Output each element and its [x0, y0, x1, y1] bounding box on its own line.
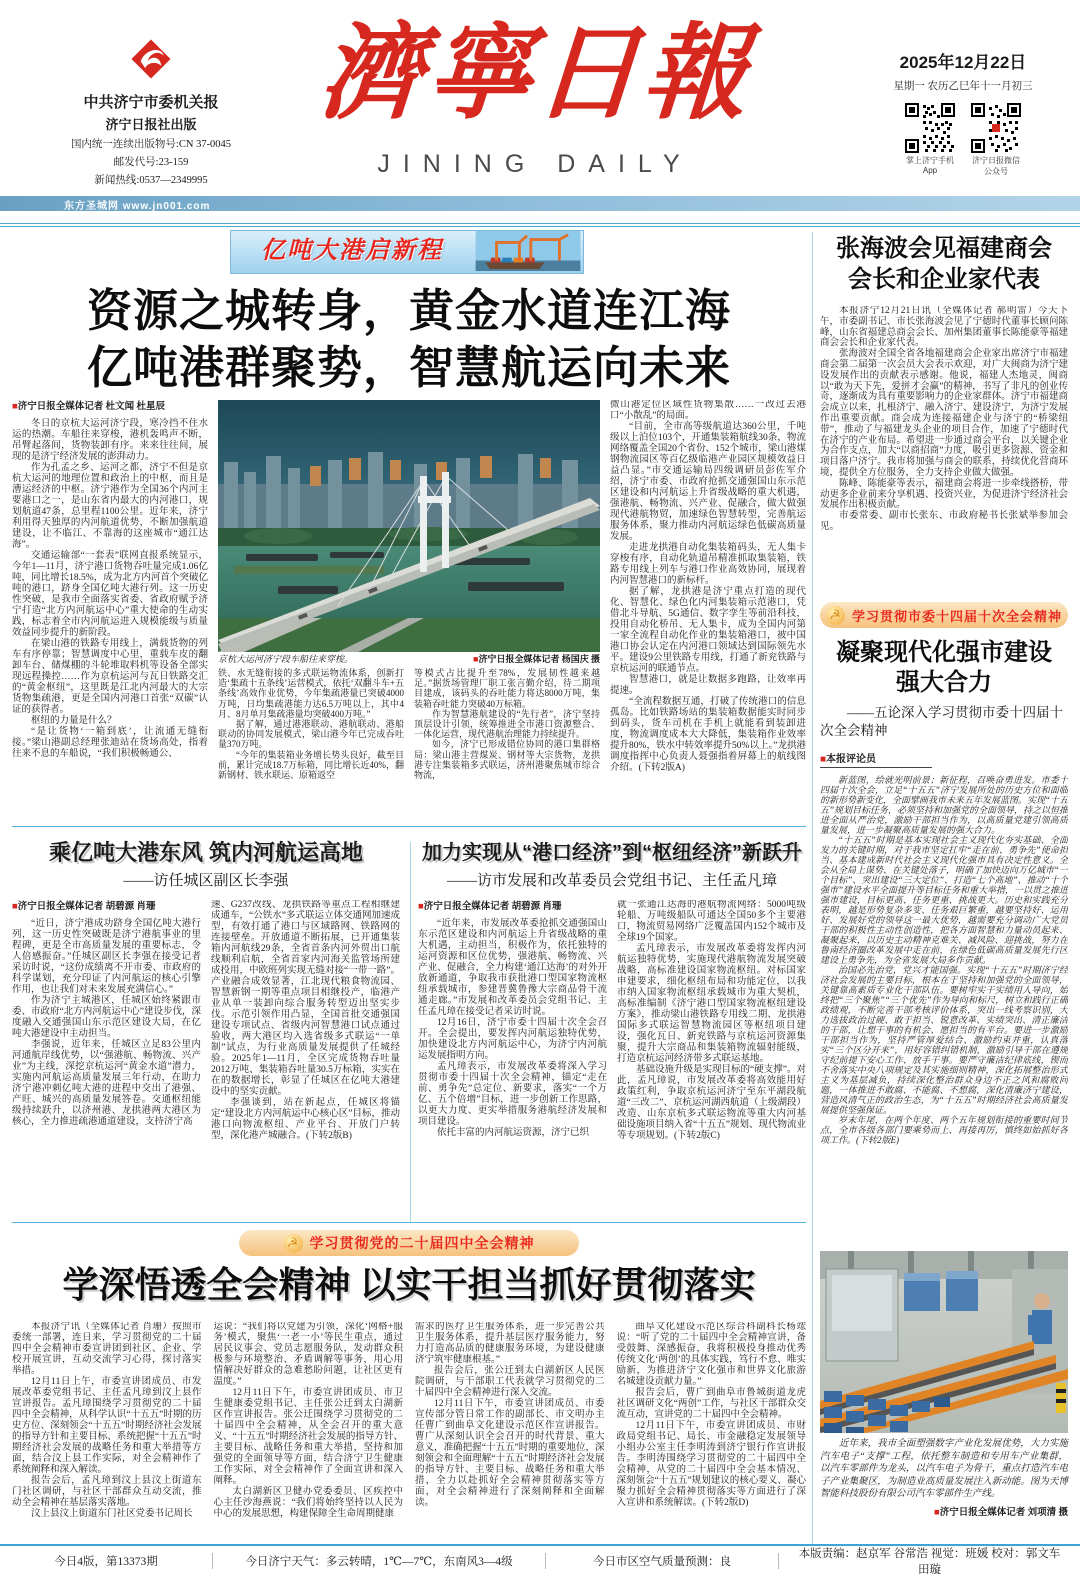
wechat-qr-block: [971, 103, 1021, 177]
paragraph: 12月11日上午，市委宣讲团成员、市发展改革委党组书记、主任孟凡璋到汶上县作宣讲报告。孟凡璋围绕学习贯彻党的二十届四中全会精神，从科学认识“十五五”时期的历史方位、深刻领会“十五五”时期经济社会发展的指导方针和主要目标、系统把握“十五五”时期经济社会发展的战略任务和重大举措等方面，结合汶上县工作实际，对全会精神作了系统阐释和深入解读。: [12, 1377, 202, 1475]
main-area: [12, 228, 806, 1544]
paragraph: 市委常委、副市长张东、市政府秘书长张斌举参加会见。: [820, 511, 1068, 532]
section-rule: [12, 826, 806, 827]
plenum-banner-fourth-text: 学习贯彻党的二十届四中全会精神: [309, 1235, 535, 1251]
paragraph: “近日，济宁港成功跻身全国亿吨大港行列，这一历史性突破既是济宁港航事业的里程碑，更是全市高质量发展的重要标志，令人倍感振奋。”任城区副区长李强在接受记者采访时说，“这份成绩离不开市委、市政府的科学谋划，充分印证了内河航运的核心引擎作用，也让我们对未来发展充满信心。”: [12, 919, 201, 995]
paragraph: 速、G237改线、龙拱铁路等重点工程相继建成通车，“公铁水”多式联运立体交通网加速成型，有效打通了港口与区域路网、铁路网的连接壁垒。开放通道不断拓展，已开通集装箱内河航线29条，全省首条内河外贸出口航线顺利启航，全省首家内河海关监管场所建成投用，中欧班列实现无缝对接“一带一路”。产业融合成效显著，江北现代粮食物流园、智慧新钢一期等重点项目相继投产，临港产业从单一装卸向综合服务转型迈出坚实步伐。示范引领作用凸显，全国首批交通强国建设专项试点、省级内河智慧港口试点通过验收，两大港区均入选省级多式联运“一单制”试点，为行业高质量发展提供了任城经验。2025年1—11月，全区完成货物吞吐量2012万吨、集装箱吞吐量30.5万标箱，实实在在的数据增长，彰显了任城区在亿吨大港建设中的坚实贡献。: [211, 900, 400, 1097]
lead-headline-line1: 资源之城转身，黄金水道连江海: [86, 285, 731, 336]
lead-photo-credit: ■济宁日报全媒体记者 杨国庆 摄: [473, 654, 600, 664]
paragraph: 需求的医疗卫生服务体系，进一步完善公共卫生服务体系，提升基层医疗服务能力，努力打造高品质的健康服务环境，为建设健康济宁筑牢健康根基。”: [415, 1322, 605, 1365]
lead-column-4: [610, 400, 806, 816]
party-emblem-icon: ☭: [826, 606, 845, 625]
paragraph: 新蓝图，绘就光明前景；新征程，召唤奋勇进发。市委十四届十次全会，立足“十五五”济宁发展所处的历史方位和面临的新形势新变化，全面擘画我市未来五年发展蓝图。实现“十五五”规划目标任务，必须坚持和加强党的全面领导，持之以恒推进全面从严治党，激励干部担当作为，以高质量党建引领高质量发展，进一步凝聚高质量发展的强大合力。: [820, 775, 1068, 835]
org-line1: 中共济宁市委机关报: [83, 95, 219, 111]
interview-article-licheng: [12, 838, 400, 1200]
article-column: [12, 419, 208, 760]
wechat-qr-caption: 济宁日报微信公众号: [972, 156, 1020, 176]
lead-headline-line2: 亿吨港群聚势，智慧航运向未来: [86, 342, 731, 393]
publisher-block: [36, 36, 266, 187]
tour-column-1: [12, 1322, 202, 1546]
paragraph: 本报济宁12月21日讯（全媒体记者 郝明雷）今天下午，市委副书记、市长张海波会见了宁德时代董事长顾问陈峰，山东省福建总商会会长、加州集团董事长陈能豪等福建商会会长和企业家代表。: [820, 306, 1068, 349]
interview1-title: 乘亿吨大港东风 筑内河航运高地: [48, 840, 364, 865]
paragraph: 据了解，龙拱港是济宁重点打造的现代化、智慧化、绿色化内河集装箱示范港口，凭借北斗导航、5G通信、数字孪生等前沿科技，投用自动化桥吊、无人集卡，成为全国内河第一家全流程自动化作业的集装箱港口，被中国港口协会认定在内河港口领域达到国际领先水平。建设9公里铁路专用线，打通了新兖铁路与京杭运河的联通节点。: [610, 587, 806, 674]
factory-photo-credit: ■济宁日报全媒体记者 刘项清 摄: [933, 1507, 1068, 1518]
paragraph: “近年来，市发展改革委抢抓交通强国山东示范区建设和内河航运上升省级战略的重大机遇，主动担当，积极作为，依托独特的运河资源和区位优势，强港航、畅物流、兴产业、促融合，全力构建‘通江达海’的对外开放新通道，争取我市获批港口型国家物流枢纽承载城市，参建晋冀鲁豫大宗商品骨干流通走廊。”市发展和改革委员会党组书记、主任孟凡璋在接受记者采访时说。: [418, 919, 607, 1017]
tour-article-title: 学深悟透全会精神 以实干担当抓好贯彻落实: [62, 1265, 756, 1305]
publication-date: 2025年12月22日: [899, 53, 1027, 72]
tour-column-2: [214, 1322, 404, 1546]
newspaper-title-calligraphy: 濟寧日報: [314, 11, 756, 134]
page-footer: [0, 1548, 1080, 1574]
canal-bridge-photo: [218, 400, 600, 652]
paragraph: 李强谈到，站在新起点，任城区将锚定“建设北方内河航运中心核心区”目标，推动港口向物流枢纽、产业平台、开放门户转型，深化港产城融合。(下转2版B): [211, 1098, 400, 1141]
paragraph: 曲阜文化建设示范区综合科副科长杨竤说：“听了党的二十届四中全会精神宣讲，备受鼓舞、深感振奋，我将积极投身推动优秀传统文化‘两创’的具体实践，笃行不怠、唯实励新，为推进济宁文化强市和世界文化旅游名城建设贡献力量。”: [616, 1322, 806, 1387]
paragraph: 在梁山港的铁路专用线上，满载货物的列车有序停靠；智慧调度中心里，重载车皮的翻卸车台、储煤棚的斗轮堆取料机等设备全部实现远程操控……作为京杭运河与瓦日铁路交汇的“黄金枢纽”，这里既是江北内河最大的大宗货物集疏港，更是全国内河港口首张“双碳”认证的获得者。: [12, 639, 208, 715]
paragraph: 交通运输部“一套表”联网直报系统显示，今年1—11月，济宁港口货物吞吐量完成1.06亿吨，同比增长18.5%，成为北方内河首个突破亿吨的港口，跻身全国亿吨大港行列。这一历史性突破，是我市全面落实省委、省政府赋予济宁打造“北方内河航运中心”重大使命的生动实践，标志着全市内河航运进入规模能级与质量效益同步提升的新阶段。: [12, 551, 208, 638]
tour-article-columns: [12, 1322, 806, 1546]
paragraph: 汶上县汶上街道东门社区党委书记周长: [31, 1509, 193, 1519]
header-rule-top: [0, 223, 1080, 224]
series-banner-title: 亿吨大港启新程: [261, 238, 443, 264]
paragraph: 12月11日下午，市委宣讲团成员、市财政局党组书记、局长、市金融稳定发展领导小组办公室主任李明涛到济宁银行作宣讲报告。李明涛围绕学习贯彻党的二十届四中全会精神，从党的二十届四中全会基本情况、深刻领会“十五五”规划建议的核心要义、凝心聚力抓好全会精神贯彻落实等方面进行了深入宣讲和系统解读。(下转2版D): [616, 1421, 806, 1508]
paragraph: “十五五”时期是基本实现社会主义现代化夯实基础、全面发力的关键时期，对于我市坚定扛牢“走在前、勇争先”使命担当、基本建成新时代社会主义现代化强市具有决定性意义。全会从全局上谋势、在关键处落子，明确了加快迈向万亿城市“一个目标”、突出建设“三大定位”、打造“七个高地”、推动“十个强市”建设水平全面提升等目标任务和重大举措，一以贯之推进强市建设，目标更高、任务更重、挑战更大。历史和实践充分表明，越是形势复杂多变、任务艰巨繁重，越要坚持好、运用好、发展好党的领导这一最大优势，越需要充分调动广大党员干部的积极性主动性创造性，把各方面智慧和力量动员起来、凝聚起来，以历史主动精神克难关、减风险、迎挑战，努力在鲁南经济圈改革发展中走在前，在绿色低碳高质量发展先行区建设上勇争先，为全省发展大局多作贡献。: [820, 835, 1068, 965]
paragraph: 微山港定位区域性货物集散……一改过去港口“小散乱”的局面。: [610, 400, 806, 421]
factory-production-line-photo: [820, 1251, 1068, 1433]
meeting-article-title: 张海波会见福建商会 会长和企业家代表: [836, 236, 1052, 293]
paragraph: 本报济宁讯（全媒体记者 肖珊）按照市委统一部署，连日来，学习贯彻党的二十届四中全会精神市委宣讲团到社区、企业、学校开展宣讲，互动交流学习心得，探讨落实举措。: [12, 1322, 202, 1376]
paragraph: 孟凡璋表示，市发展改革委将发挥内河航运独特优势，实施现代港航物流发展突破战略，高标准建设国家物流枢纽。对标国家申建要求，细化枢纽布局和功能定位，以我市纳入国家物流枢纽承载城市为重大契机，高标准编制《济宁港口型国家物流枢纽建设方案》，推动梁山港铁路专用线二期、龙拱港国际多式联运智慧物流园区等枢纽项目建设，强化瓦日、新兖铁路与京杭运河资源集聚，提升大宗商品和集装箱物流辐射能级，打造京杭运河经济带多式联运基地。: [617, 944, 806, 1064]
paragraph: 作为孔孟之乡、运河之都，济宁不但是京杭大运河的地理位置和政治上的中枢，而且是漕运经济的中枢。济宁港作为全国36个内河主要港口之一，是山东省内最大的内河港口，规划航道47条，总里程1100公里。近年来，济宁利用得天独厚的内河航道优势，不断加强航道建设，让不临江、不靠海的这座城市“通江达海”。: [12, 463, 208, 550]
lead-column-2: [218, 668, 404, 809]
paragraph: 作为智慧港航建设的“先行者”，济宁坚持顶层设计引领，统筹推进全市港口资源整合、一体化运营，现代港航治理能力持续提升。: [414, 708, 600, 740]
website-bar: [0, 196, 1080, 211]
paragraph: 据了解，通过港港联动、港航联动、港船联动的协同发展模式，梁山港今年已完成吞吐量370万吨。: [218, 719, 404, 750]
paragraph: 治国必先治党，党兴才能国强。实现“十五五”时期济宁经济社会发展的主要目标，根本在于坚持和加强党的全面领导，关键靠高素质专业化干部队伍。要树牢实干实绩用人导向，始终把“三个聚焦”“三个优先”作为导向和标尺，树立和践行正确政绩观，不断完善干部考核评价体系，突出一线考察识别，大力选拔政治过硬、敢于担当、锐意改革、实绩突出、清正廉洁的干部，让想干事的有机会、愿担当的有平台。要进一步激励干部担当作为，坚持严管厚爱结合、激励约束并重，认真落实“三个区分开来”，用好容错纠错机制，激励引导干部在遵规守纪前提下安心工作、放手干事。要严守廉洁纪律底线，锲而不舍落实中央八项规定及其实施细则精神，深化拓展整治形式主义为基层减负，持续深化整治群众身边不正之风和腐败问题，一体推进不敢腐、不能腐、不想腐，深化清廉济宁建设，营造风清气正的政治生态，为“十五五”时期经济社会高质量发展提供坚强保证。: [820, 965, 1068, 1115]
plenum-banner-tenth-text: 学习贯彻市委十四届十次全会精神: [851, 608, 1062, 624]
footer-weather: 今日济宁天气：多云转晴，1℃—7℃，东南风3—4级: [212, 1553, 545, 1569]
paragraph: “目前，全市高等级航道达360公里，千吨级以上泊位103个，开通集装箱航线30条，物流网络覆盖全国20个省份、152个城市，梁山港煤钢物流园区等百亿级临港产业园区规模效益日益凸显。”市交通运输局四级调研员彭佐军介绍，济宁市委、市政府抢抓交通强国山东示范区建设和内河航运上升省级战略的重大机遇，强港航、畅物流、兴产业、促融合，做大做强现代港航物贸，加速绿色智慧转型，完善航运服务体系，聚力推动内河航运绿色低碳高质量发展。: [610, 422, 806, 542]
newspaper-title-english: JINING DAILY: [377, 150, 693, 178]
paragraph: 12月11日下午，市委宣讲团成员、市委宣传部分管日常工作的副部长、市文明办主任曹广到曲阜文化建设示范区作宣讲报告。曹广从深刻认识全会召开的时代背景、重大意义，准确把握“十五五”时期的重要地位，深刻领会和全面理解“十五五”时期经济社会发展的指导方针、主要目标、战略任务和重大举措，全力以赴抓好全会精神贯彻落实等方面，对全会精神进行了深刻阐释和全面解读。: [415, 1399, 605, 1508]
interview-article-mengfanzhang: [418, 838, 806, 1200]
masthead-logo-icon: [128, 36, 174, 82]
series-banner: [230, 230, 584, 274]
interview2-byline: ■济宁日报全媒体记者 胡碧源 肖珊: [418, 902, 562, 912]
paragraph: “全流程数据互通，打破了传统港口的信息孤岛。比如铁路场站的集装箱数据能实时同步到码头，货车司机在手机上就能看到装卸进度，物流调度成本大大降低，集装箱作业效率提升80%，铁水中转效率提升50%以上。”龙拱港调度指挥中心负责人聂强指着屏幕上的航线图介绍。(下转2版A): [610, 697, 806, 773]
qr-code-icon: [971, 103, 1021, 153]
paragraph: 报告会后，曹广到曲阜市鲁城街道龙虎社区调研文化“两创”工作，与社区干部群众交流互动，宣讲党的二十届四中全会精神。: [616, 1388, 806, 1420]
meeting-article-body: [820, 306, 1068, 598]
app-qr-block: [905, 103, 955, 177]
paragraph: 走进龙拱港自动化集装箱码头，无人集卡穿梭有序，自动化轨道吊精准抓取集装箱，铁路专用线上列车与港口作业高效协同，展现着内河智慧港口的新标杆。: [610, 543, 806, 586]
paragraph: 依托丰富的内河航运资源，济宁已织: [437, 1128, 590, 1138]
paragraph: 岁末年尾，在两个年度、两个五年规划衔接的重要时间节点，全市各级各部门要乘势而上、再接再厉，慎终如始抓好各项工作。(下转2版E): [820, 1115, 1068, 1145]
paragraph: 就一张通江达海的港航物流网络：5000吨级轮船、万吨级船队可通达全国50多个主要港口，物流贸易网络广泛覆盖国内152个城市及全球19个国家。: [617, 900, 806, 943]
factory-photo-caption: 近年来，我市全面塑强数字产业化发展优势，大力实施汽车电子“支撑”工程，依托整车制造和专用车产业集群，以汽车零部件为龙头，以汽车电子为骨干，重点打造汽车电子产业集聚区，为制造业高质量发展注入新动能。图为天博智能科技股份有限公司汽车零部件生产线。: [820, 1439, 1068, 1499]
right-column: [820, 228, 1068, 1544]
interview-divider: [410, 842, 411, 1222]
paragraph: 李强说，近年来，任城区立足83公里内河通航岸线优势，以“强港航、畅物流、兴产业”为主线，深挖京杭运河“黄金水道”潜力，实施内河航运高质量发展三年行动，在助力济宁港冲刺亿吨大港的进程中交出了港强、产旺、城兴的高质量发展答卷。交通枢纽能级持续跃升，以济州港、龙拱港两大港区为核心，全力推进疏港通道建设，支持济宁高: [12, 1040, 201, 1127]
paragraph: 报告会后，张公迁到太白湖新区人民医院调研，与干部职工代表就学习贯彻党的二十届四中全会精神进行深入交流。: [415, 1366, 605, 1398]
lead-column-1: [12, 400, 208, 816]
lead-byline: ■济宁日报全媒体记者 杜文闻 杜星辰: [12, 402, 166, 412]
postal-code: 邮发代号:23-159: [113, 157, 189, 168]
interview2-column-a: [418, 900, 607, 1200]
paragraph: 如今，济宁已形成错位协同的港口集群格局：梁山港主营煤炭、钢材等大宗货物，龙拱港专注集装箱多式联运，济州港聚焦城市综合物流，: [414, 739, 600, 781]
interview2-column-b: [617, 900, 806, 1200]
paragraph: 运说：“我们将以党建为引领，深化‘网格+服务’模式，聚焦‘一老一小’等民生重点，通过居民议事会、党员志愿服务队，发动群众积极参与环境整治、矛盾调解等事务，用心用情解决好群众的急难愁盼问题，让社区更有温度。”: [213, 1322, 403, 1387]
interview1-column-a: [12, 900, 201, 1200]
interview2-title: 加力实现从“港口经济”到“枢纽经济”新跃升: [422, 842, 802, 864]
interview1-column-b: [211, 900, 400, 1200]
column-divider: [812, 232, 813, 1544]
tour-column-4: [617, 1322, 807, 1546]
lead-column-3: [414, 668, 600, 809]
lead-photo-block: [218, 400, 600, 809]
port-scene-icon: [473, 231, 583, 271]
paragraph: 等模式占比提升至78%，发展韧性越来越足。”据货场管理厂职工张言勤介绍，待二期项目建成，该码头的吞吐能力将达8000万吨，集装箱吞吐能力突破40万标箱。: [414, 668, 600, 709]
paragraph: 张海波对全国全省各地福建商会企业家出席济宁市福建商会第二届第一次会员大会表示欢迎，对广大闽商为济宁建设发展作出的贡献表示感谢。他说，福建人杰地灵，闽商以“敢为天下先，爱拼才会赢”的精神，书写了非凡的创业传奇，逐渐成为具有重要影响力的企业家群体。济宁市福建商会成立以来，扎根济宁、融入济宁、建设济宁，为济宁发展作出重要贡献。商会成为连接福建企业与济宁的“桥梁纽带”，推动了与福建龙头企业的项目合作，加速了宁德时代在济宁的产业布局。希望进一步通过商会平台，以关键企业为合作支点，加大“以商招商”力度，吸引更多资源、资金和项目落户济宁。我市将加强与商会的联系，持续优化营商环境，提供全方位服务，全力支持企业做大做强。: [820, 349, 1068, 478]
header-rule-bottom: [0, 226, 1080, 227]
paragraph: 冬日的京杭大运河济宁段，寒冷挡不住水运的热潮。车船往来穿梭，港机轰鸣声不断，吊臂起落间，货物装卸有序。来来往往间，展现的是济宁经济发展的澎湃动力。: [12, 419, 208, 462]
editorial-body: [820, 775, 1068, 1243]
interview2-subtitle: ——访市发展和改革委员会党组书记、主任孟凡璋: [446, 873, 777, 889]
interview1-byline: ■济宁日报全媒体记者 胡碧源 肖珊: [12, 902, 156, 912]
paragraph: 智慧港口，就是让数据多跑路，让效率再提速。: [610, 675, 806, 696]
tour-column-3: [415, 1322, 605, 1546]
editorial-title: 凝聚现代化强市建设 强大合力: [836, 640, 1052, 696]
website-bar-text: 东方圣城网 www.jn001.com: [64, 201, 211, 212]
interview1-subtitle: ——访任城区副区长李强: [123, 873, 289, 889]
news-hotline: 新闻热线:0537—2349995: [94, 175, 208, 186]
plenum-banner-tenth: [820, 602, 1068, 628]
section-rule: [12, 1222, 806, 1223]
paragraph: “今年的集装箱业务增长势头良好，截至目前，累计完成18.7万标箱，同比增长近40%，翻新钢材、铁水联运、原箱返空: [218, 749, 404, 781]
footer-air-quality: 今日市区空气质量预测：良: [545, 1553, 779, 1569]
footer-editors: 本版责编：赵京军 谷常浩 视觉：班媛 校对：郭文车 田璇: [798, 1548, 1061, 1574]
paragraph: “是让货物‘一箱到底’，让流通无缝衔接。”梁山港副总经理张迪站在货场高处，指着往来不息的车船说，“我们积极畅通公、: [12, 727, 208, 759]
paragraph: 基础设施升级是实现目标的“硬支撑”。对此，孟凡璋说，市发展改革委将高效能用好政策红利，争取京杭运河济宁至东平湖段航道“三改二”、京杭运河湖西航道（上级湖段）改造、山东京杭多式联运物流等重大内河基础设施项目纳入省“十五五”规划、现代物流业等专项规划。(下转2版C): [617, 1065, 806, 1141]
paragraph: 12月11日下午，市委宣讲团成员、市卫生健康委党组书记、主任张公迁到太白湖新区作宣讲报告。张公迁围绕学习贯彻党的二十届四中全会精神，从全会召开的重大意义、“十五五”时期经济社会发展的指导方针、主要目标、战略任务和重大举措，坚持和加强党的全面领导等方面，结合济宁卫生健康工作实际，对全会精神作了全面宣讲和深入阐释。: [213, 1388, 403, 1486]
editorial-byline: ■本报评论员: [820, 750, 932, 768]
publication-number: 国内统一连续出版物号:CN 37-0045: [70, 139, 232, 150]
paragraph: 12月16日，济宁市委十四届十次全会召开。全会提出，要发挥内河航运独特优势，加快建设北方内河航运中心，为济宁内河航运发展指明方向。: [418, 1018, 607, 1061]
paragraph: 太白湖新区卫健办党委委员、区疾控中心主任沙海燕说：“我们将始终坚持以人民为中心的发展思想，构建保障全生命周期健康: [213, 1487, 403, 1519]
editorial-subtitle: ——五论深入学习贯彻市委十四届十次全会精神: [820, 705, 1063, 738]
org-line2: 济宁日报社出版: [105, 117, 197, 132]
qr-code-icon: [905, 103, 955, 153]
factory-photo-block: [820, 1251, 1068, 1518]
paragraph: 作为济宁主城港区，任城区始终紧跟市委、市政府“北方内河航运中心”建设步伐，深度融入交通强国山东示范区建设大局，在亿吨大港建设中主动担当。: [12, 996, 201, 1039]
paragraph: 铁、水无缝衔接的多式联运物流体系，创新打造‘集疏十五条线’运营模式，依托‘双翻斗车+五条线’高效作业优势，今年集疏港量已突破4000万吨，日均集疏港能力达6.5万吨以上，其中4月、8月单月集疏港量均突破400万吨。”: [218, 668, 404, 719]
lead-headline: [12, 282, 806, 396]
app-qr-caption: 掌上济宁手机App: [906, 156, 954, 175]
plenum-banner-fourth: [239, 1230, 579, 1256]
lead-photo-caption: 京杭大运河济宁段车船往来穿梭。: [218, 654, 354, 664]
red-square-marker: ■: [12, 402, 18, 412]
date-block: [856, 48, 1070, 177]
lunar-date: 星期一 农历乙巳年十一月初三: [893, 81, 1033, 92]
paragraph: 报告会后，孟凡璋到汶上县汶上街道东门社区调研，与社区干部群众互动交流，推动全会精神在基层落实落地。: [12, 1476, 202, 1508]
paragraph: 孟凡璋表示，市发展改革委将深入学习贯彻市委十四届十次全会精神，锚定“走在前、勇争先”总定位、新要求，落实“一个万亿、五个倍增”目标，进一步创新工作思路，以更大力度、更实举措服务港航经济发展和项目建设。: [418, 1062, 607, 1127]
footer-edition-info: 今日4版，第13373期: [54, 1556, 158, 1568]
party-emblem-icon: ☭: [284, 1234, 303, 1253]
paragraph: 陈峰、陈能豪等表示，福建商会将进一步牵线搭桥，带动更多企业前来分享机遇、投资兴业，为促进济宁经济社会发展作出积极贡献。: [820, 478, 1068, 511]
paragraph: 枢纽的力量是什么？: [31, 716, 117, 726]
